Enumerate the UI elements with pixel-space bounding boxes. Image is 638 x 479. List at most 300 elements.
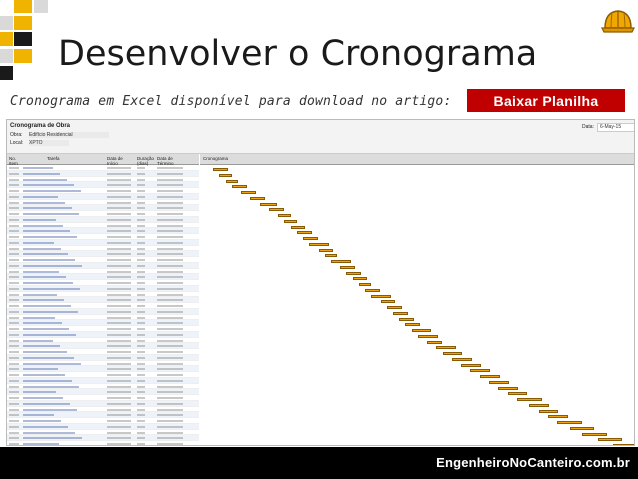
cell-placeholder (107, 271, 131, 273)
decor-square-black-2 (0, 66, 13, 80)
cell-placeholder (9, 386, 19, 388)
gantt-bar (529, 404, 549, 407)
cell-placeholder (137, 340, 145, 342)
cell-placeholder (107, 409, 131, 411)
cell-placeholder (137, 414, 145, 416)
cell-placeholder (9, 403, 19, 405)
cell-placeholder (23, 334, 76, 336)
cell-placeholder (23, 294, 57, 296)
cell-placeholder (9, 432, 19, 434)
gantt-bar (303, 237, 318, 240)
cell-placeholder (23, 374, 65, 376)
cell-placeholder (137, 426, 145, 428)
gantt-bar (297, 231, 312, 234)
cell-placeholder (157, 230, 183, 232)
gantt-bar (353, 277, 368, 280)
cell-placeholder (107, 391, 131, 393)
cell-placeholder (9, 409, 19, 411)
cell-placeholder (23, 179, 67, 181)
cell-placeholder (107, 363, 131, 365)
cell-placeholder (23, 184, 74, 186)
decor-square-orange-4 (14, 49, 32, 63)
cell-placeholder (137, 167, 145, 169)
cell-placeholder (157, 420, 183, 422)
cell-placeholder (107, 437, 131, 439)
cell-placeholder (9, 288, 19, 290)
cell-placeholder (107, 242, 131, 244)
gantt-bar (405, 323, 420, 326)
cell-placeholder (23, 173, 60, 175)
cell-placeholder (9, 294, 19, 296)
cell-placeholder (137, 173, 145, 175)
sheet-title: Cronograma de Obra (10, 123, 71, 129)
cell-placeholder (9, 253, 19, 255)
cell-placeholder (9, 322, 19, 324)
gantt-bar (387, 306, 402, 309)
cell-placeholder (137, 345, 145, 347)
gantt-label: Cronograma (203, 156, 229, 161)
cell-placeholder (9, 196, 19, 198)
cell-placeholder (9, 345, 19, 347)
cell-placeholder (157, 374, 183, 376)
cell-placeholder (23, 288, 80, 290)
cell-placeholder (23, 230, 70, 232)
cell-placeholder (23, 317, 55, 319)
cell-placeholder (23, 213, 79, 215)
cell-placeholder (23, 443, 59, 445)
cell-placeholder (157, 299, 183, 301)
gantt-bar (284, 220, 296, 223)
gantt-bar (480, 375, 500, 378)
gantt-bar (517, 398, 542, 401)
gantt-bar (241, 191, 256, 194)
cell-placeholder (23, 386, 79, 388)
cell-placeholder (157, 276, 183, 278)
cell-placeholder (157, 213, 183, 215)
cell-placeholder (157, 173, 183, 175)
gantt-bar (278, 214, 290, 217)
cell-placeholder (107, 184, 131, 186)
cell-placeholder (9, 317, 19, 319)
gantt-bar (232, 185, 247, 188)
gantt-bar (359, 283, 371, 286)
cell-placeholder (107, 397, 131, 399)
gantt-bar (340, 266, 355, 269)
cell-placeholder (107, 311, 131, 313)
cell-placeholder (157, 190, 183, 192)
cell-placeholder (9, 328, 19, 330)
col-header-duration: Duração (dias) (137, 156, 155, 166)
cell-placeholder (137, 403, 145, 405)
cell-placeholder (137, 242, 145, 244)
cell-placeholder (107, 179, 131, 181)
cell-placeholder (137, 351, 145, 353)
cell-placeholder (9, 299, 19, 301)
gantt-bar (381, 300, 396, 303)
cell-placeholder (107, 196, 131, 198)
cell-placeholder (137, 179, 145, 181)
cell-placeholder (107, 173, 131, 175)
gantt-bar (250, 197, 265, 200)
cell-placeholder (107, 432, 131, 434)
gantt-bar (331, 260, 351, 263)
cell-placeholder (107, 374, 131, 376)
cell-placeholder (157, 317, 183, 319)
gantt-bar (226, 180, 238, 183)
cell-placeholder (107, 443, 131, 445)
cell-placeholder (157, 236, 183, 238)
gantt-bar (399, 318, 414, 321)
cell-placeholder (9, 219, 19, 221)
cell-placeholder (23, 167, 53, 169)
cell-placeholder (107, 276, 131, 278)
cell-placeholder (9, 443, 19, 445)
download-spreadsheet-button[interactable]: Baixar Planilha (467, 89, 625, 112)
cell-placeholder (157, 253, 183, 255)
cell-placeholder (137, 409, 145, 411)
cell-placeholder (23, 305, 71, 307)
cell-placeholder (137, 207, 145, 209)
cell-placeholder (137, 420, 145, 422)
cell-placeholder (157, 167, 183, 169)
gantt-bar (443, 352, 463, 355)
gantt-bar (613, 444, 635, 446)
cell-placeholder (157, 403, 183, 405)
cell-placeholder (137, 363, 145, 365)
cell-placeholder (23, 391, 56, 393)
cell-placeholder (137, 437, 145, 439)
cell-placeholder (137, 253, 145, 255)
cell-placeholder (23, 363, 81, 365)
gantt-bar (557, 421, 582, 424)
cell-placeholder (9, 368, 19, 370)
gantt-bar (393, 312, 408, 315)
cell-placeholder (137, 322, 145, 324)
cell-placeholder (23, 357, 74, 359)
cell-placeholder (107, 207, 131, 209)
cell-placeholder (23, 311, 78, 313)
gantt-bar (427, 341, 442, 344)
decor-square-gray-1 (34, 0, 48, 13)
cell-placeholder (9, 357, 19, 359)
cell-placeholder (157, 294, 183, 296)
cell-placeholder (9, 426, 19, 428)
cell-placeholder (9, 437, 19, 439)
cell-placeholder (107, 299, 131, 301)
cell-placeholder (137, 282, 145, 284)
cell-placeholder (157, 386, 183, 388)
task-table (7, 154, 199, 446)
cell-placeholder (157, 437, 183, 439)
cell-placeholder (107, 225, 131, 227)
cell-placeholder (107, 202, 131, 204)
gantt-bar (508, 392, 528, 395)
cell-placeholder (157, 443, 183, 445)
cell-placeholder (107, 414, 131, 416)
cell-placeholder (137, 368, 145, 370)
cell-placeholder (23, 409, 77, 411)
cell-placeholder (157, 391, 183, 393)
cell-placeholder (23, 282, 73, 284)
gantt-bar (291, 226, 306, 229)
cell-placeholder (107, 368, 131, 370)
col-header-start: Data de Início (107, 156, 123, 166)
cell-placeholder (23, 322, 62, 324)
col-header-id: No. Item (9, 156, 18, 166)
cell-placeholder (23, 368, 58, 370)
cell-placeholder (137, 276, 145, 278)
cell-placeholder (9, 305, 19, 307)
cell-placeholder (107, 190, 131, 192)
cell-placeholder (137, 213, 145, 215)
cell-placeholder (9, 282, 19, 284)
cell-placeholder (23, 328, 69, 330)
cell-placeholder (157, 202, 183, 204)
cell-placeholder (137, 196, 145, 198)
cell-placeholder (157, 219, 183, 221)
cell-placeholder (23, 299, 64, 301)
cell-placeholder (107, 317, 131, 319)
cell-placeholder (137, 443, 145, 445)
task-table-header (7, 154, 199, 165)
cell-placeholder (107, 351, 131, 353)
gantt-bar (418, 335, 438, 338)
cell-placeholder (107, 236, 131, 238)
cell-placeholder (107, 167, 131, 169)
cell-placeholder (23, 437, 82, 439)
gantt-chart (200, 154, 634, 445)
date-label: Data: (582, 124, 594, 130)
cell-placeholder (23, 420, 61, 422)
cell-placeholder (137, 334, 145, 336)
cell-placeholder (9, 173, 19, 175)
cell-placeholder (157, 363, 183, 365)
decor-square-gray-2 (0, 16, 13, 30)
cell-placeholder (157, 225, 183, 227)
cell-placeholder (137, 305, 145, 307)
cell-placeholder (137, 391, 145, 393)
cell-placeholder (157, 305, 183, 307)
cell-placeholder (107, 265, 131, 267)
cell-placeholder (9, 207, 19, 209)
cell-placeholder (9, 202, 19, 204)
decor-square-orange-2 (14, 16, 32, 30)
gantt-bar (213, 168, 228, 171)
cell-placeholder (137, 317, 145, 319)
sheet-header (7, 120, 634, 154)
gantt-bar (470, 369, 490, 372)
cell-placeholder (107, 345, 131, 347)
cell-placeholder (9, 190, 19, 192)
cell-placeholder (157, 311, 183, 313)
cell-placeholder (157, 259, 183, 261)
cell-placeholder (9, 184, 19, 186)
cell-placeholder (23, 236, 77, 238)
cell-placeholder (157, 271, 183, 273)
cell-placeholder (157, 426, 183, 428)
cell-placeholder (23, 190, 81, 192)
cell-placeholder (9, 248, 19, 250)
cell-placeholder (157, 265, 183, 267)
cell-placeholder (9, 420, 19, 422)
cell-placeholder (107, 322, 131, 324)
cell-placeholder (9, 167, 19, 169)
cell-placeholder (157, 357, 183, 359)
cell-placeholder (9, 259, 19, 261)
cell-placeholder (107, 305, 131, 307)
cell-placeholder (137, 259, 145, 261)
obra-value: Edifício Residencial (29, 132, 109, 138)
cell-placeholder (9, 271, 19, 273)
cell-placeholder (137, 380, 145, 382)
cell-placeholder (137, 219, 145, 221)
cell-placeholder (23, 397, 63, 399)
cell-placeholder (107, 213, 131, 215)
cell-placeholder (23, 259, 75, 261)
cell-placeholder (137, 328, 145, 330)
gantt-bar (346, 272, 361, 275)
cell-placeholder (107, 340, 131, 342)
gantt-bar (452, 358, 472, 361)
gantt-bar (461, 364, 481, 367)
cell-placeholder (9, 380, 19, 382)
cell-placeholder (107, 380, 131, 382)
cell-placeholder (23, 202, 65, 204)
cell-placeholder (23, 426, 68, 428)
page-title: Desenvolver o Cronograma (58, 34, 538, 74)
cell-placeholder (9, 230, 19, 232)
gantt-bar (489, 381, 509, 384)
task-row (7, 441, 199, 446)
cell-placeholder (107, 282, 131, 284)
cell-placeholder (9, 213, 19, 215)
cell-placeholder (157, 409, 183, 411)
gantt-bar (309, 243, 329, 246)
gantt-bar (539, 410, 559, 413)
cell-placeholder (137, 271, 145, 273)
cell-placeholder (137, 288, 145, 290)
cell-placeholder (9, 179, 19, 181)
cell-placeholder (137, 184, 145, 186)
gantt-bar (436, 346, 456, 349)
cell-placeholder (23, 242, 54, 244)
col-header-task: Tarefa (47, 156, 60, 161)
gantt-bar (365, 289, 380, 292)
cell-placeholder (9, 265, 19, 267)
cell-placeholder (23, 271, 59, 273)
cell-placeholder (23, 432, 75, 434)
cell-placeholder (9, 311, 19, 313)
gantt-bar (319, 249, 334, 252)
cell-placeholder (137, 236, 145, 238)
cell-placeholder (157, 380, 183, 382)
cell-placeholder (157, 432, 183, 434)
cell-placeholder (157, 351, 183, 353)
cell-placeholder (9, 351, 19, 353)
cell-placeholder (157, 397, 183, 399)
cell-placeholder (107, 259, 131, 261)
footer-bar (0, 447, 638, 479)
cell-placeholder (9, 391, 19, 393)
cell-placeholder (137, 357, 145, 359)
gantt-bar (570, 427, 595, 430)
cell-placeholder (9, 225, 19, 227)
decor-square-gray-3 (0, 49, 13, 63)
cell-placeholder (23, 276, 66, 278)
cell-placeholder (107, 334, 131, 336)
gantt-header (200, 154, 634, 165)
cell-placeholder (157, 414, 183, 416)
task-rows (7, 165, 199, 446)
cell-placeholder (107, 357, 131, 359)
cell-placeholder (23, 207, 72, 209)
cell-placeholder (9, 363, 19, 365)
gantt-bar (548, 415, 568, 418)
cell-placeholder (137, 294, 145, 296)
cell-placeholder (9, 340, 19, 342)
cell-placeholder (157, 328, 183, 330)
cell-placeholder (23, 253, 68, 255)
cell-placeholder (157, 196, 183, 198)
cell-placeholder (107, 288, 131, 290)
cell-placeholder (157, 368, 183, 370)
cell-placeholder (137, 265, 145, 267)
local-value: XPTO (29, 140, 69, 146)
cell-placeholder (23, 225, 63, 227)
cell-placeholder (107, 420, 131, 422)
cell-placeholder (137, 432, 145, 434)
cell-placeholder (107, 328, 131, 330)
cell-placeholder (157, 334, 183, 336)
cell-placeholder (9, 414, 19, 416)
cell-placeholder (107, 230, 131, 232)
cell-placeholder (157, 242, 183, 244)
cell-placeholder (23, 340, 53, 342)
cell-placeholder (137, 299, 145, 301)
cell-placeholder (23, 265, 82, 267)
cell-placeholder (23, 248, 61, 250)
cell-placeholder (9, 334, 19, 336)
cell-placeholder (137, 248, 145, 250)
cell-placeholder (107, 248, 131, 250)
gantt-bar (260, 203, 277, 206)
cell-placeholder (137, 374, 145, 376)
cell-placeholder (157, 345, 183, 347)
cell-placeholder (137, 190, 145, 192)
cell-placeholder (107, 403, 131, 405)
decor-square-orange-3 (0, 32, 13, 46)
cell-placeholder (23, 351, 67, 353)
cell-placeholder (137, 225, 145, 227)
cell-placeholder (157, 184, 183, 186)
cell-placeholder (23, 403, 70, 405)
cell-placeholder (9, 242, 19, 244)
cell-placeholder (107, 294, 131, 296)
cell-placeholder (23, 196, 58, 198)
cell-placeholder (137, 230, 145, 232)
gantt-bar (582, 433, 607, 436)
cell-placeholder (157, 340, 183, 342)
local-label: Local: (10, 140, 24, 146)
cell-placeholder (9, 276, 19, 278)
cell-placeholder (157, 207, 183, 209)
gantt-bar (498, 387, 518, 390)
cell-placeholder (107, 253, 131, 255)
footer-brand: EngenheiroNoCanteiro.com.br (436, 455, 630, 470)
cell-placeholder (23, 345, 60, 347)
cell-placeholder (157, 282, 183, 284)
cell-placeholder (9, 397, 19, 399)
